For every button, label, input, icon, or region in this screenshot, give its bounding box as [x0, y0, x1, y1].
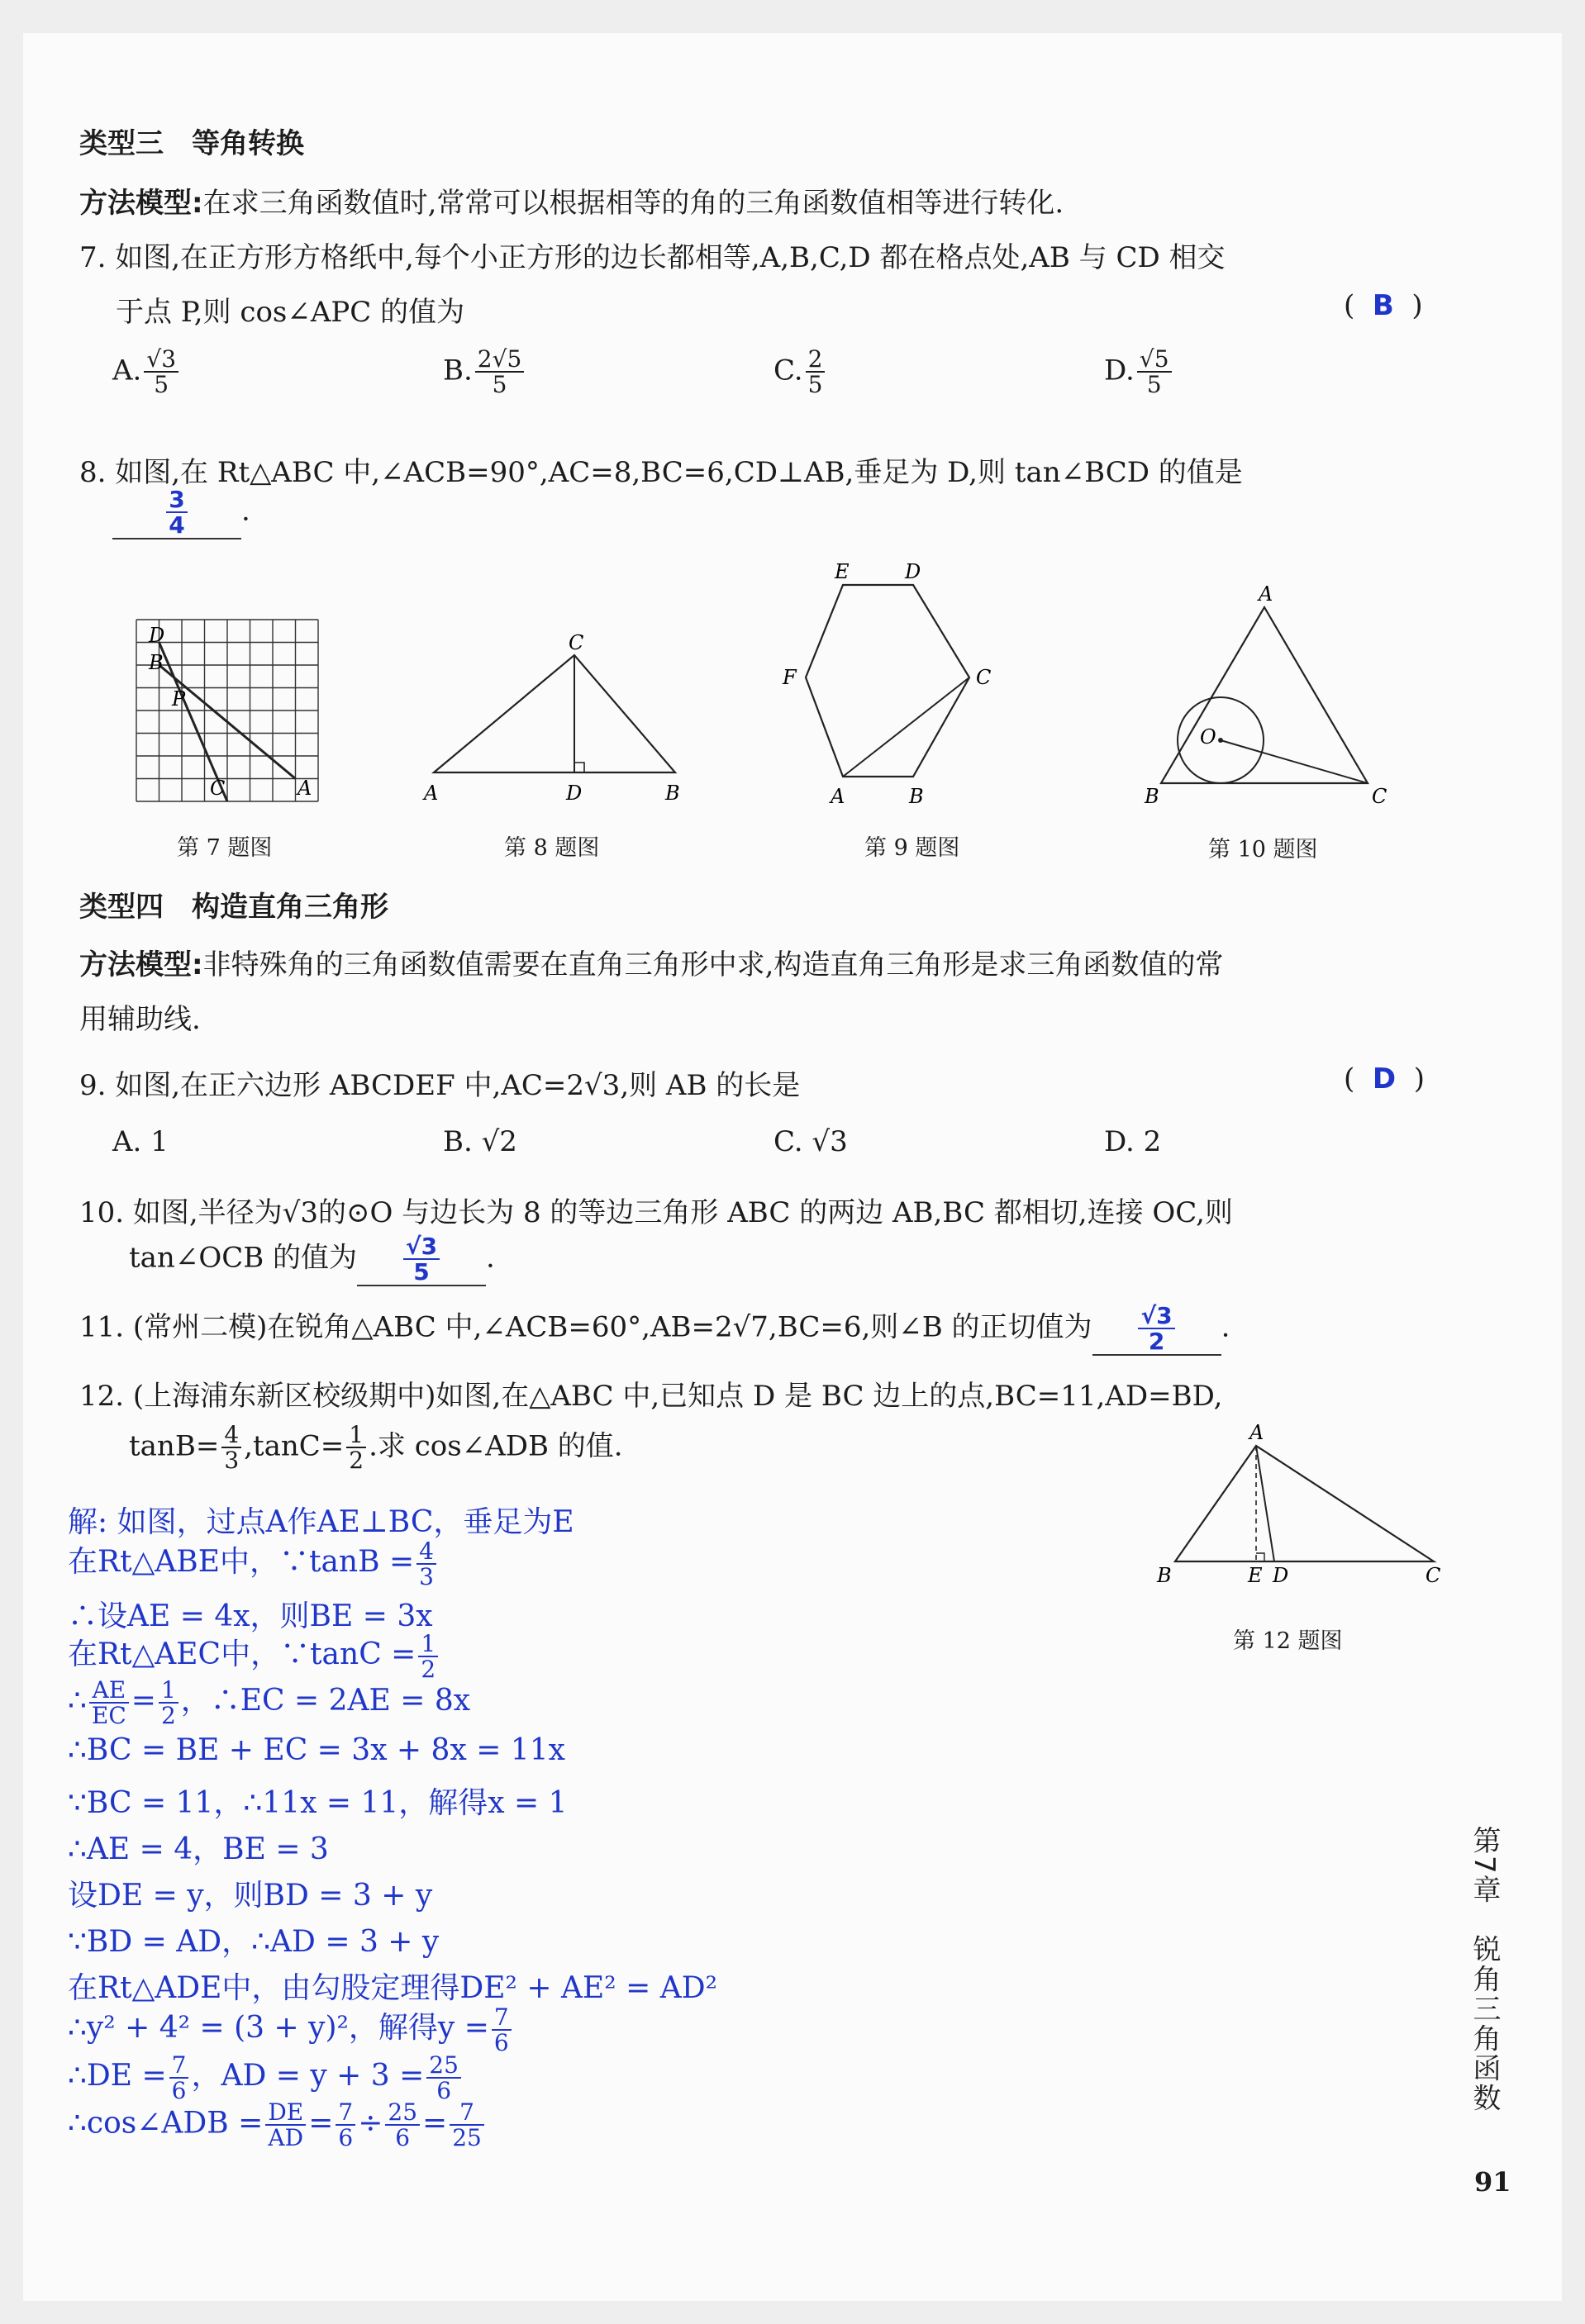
q9-option-d: D. 2 [1104, 1125, 1162, 1158]
fig8-label-c: C [569, 631, 584, 654]
q9-option-a: A. 1 [112, 1125, 169, 1158]
figure-10 [1132, 578, 1397, 810]
q9-option-b: B. √2 [443, 1125, 517, 1158]
solution-line-13: ∴DE = $\frac{7}{6}$ ，AD = y + 3 = $\frac{25}{6}$ [68, 2052, 464, 2103]
fig7-label-b: B [149, 651, 164, 674]
figure-12 [1149, 1421, 1454, 1586]
fig7-label-p: P [172, 687, 186, 711]
fig8-right-angle [574, 763, 584, 772]
solution-line-12: ∴y² + 4² = (3 + y)²，解得y = $\frac{7}{6}$ [68, 2004, 514, 2055]
method-label: 方法模型: [79, 948, 203, 981]
q7-option-b: B. $\frac{2√5}{5}$ [443, 347, 526, 397]
fig7-label-c: C [210, 777, 226, 800]
fig12-triangle [1175, 1446, 1434, 1561]
q7-option-c: C. $\frac{2}{5}$ [773, 347, 827, 397]
fig8-caption: 第 8 题图 [504, 835, 600, 861]
method-text: 在求三角函数值时,常常可以根据相等的角的三角函数值相等进行转化. [202, 187, 1064, 220]
fig8-label-b: B [665, 782, 680, 805]
q7-line1: 7. 如图,在正方形方格纸中,每个小正方形的边长都相等,A,B,C,D 都在格点处,AB 与 CD 相交 [79, 241, 1226, 274]
solution-line-1: 解: 如图，过点A作AE⊥BC，垂足为E [68, 1505, 574, 1539]
solution-line-4: 在Rt△AEC中，∵tanC = $\frac{1}{2}$ [68, 1631, 440, 1681]
figure-7 [124, 562, 339, 826]
q12-line1: 12. (上海浦东新区校级期中)如图,在△ABC 中,已知点 D 是 BC 边上的点,BC=11,AD=BD, [79, 1380, 1223, 1413]
solution-line-11: 在Rt△ADE中，由勾股定理得DE² + AE² = AD² [68, 1971, 718, 2005]
solution-line-7: ∵BC = 11，∴11x = 11，解得x = 1 [68, 1786, 568, 1820]
fig12-segment-ad [1256, 1446, 1274, 1561]
q9-answer-bracket: ( D ) [1344, 1062, 1426, 1095]
method-label: 方法模型: [79, 187, 203, 220]
fig12-label-a: A [1249, 1421, 1264, 1444]
fig9-label-a: A [831, 785, 845, 808]
fig12-caption: 第 12 题图 [1233, 1628, 1343, 1654]
solution-line-8: ∴AE = 4，BE = 3 [68, 1832, 329, 1866]
fig12-label-e: E [1248, 1564, 1263, 1586]
q8-line1: 8. 如图,在 Rt△ABC 中,∠ACB=90°,AC=8,BC=6,CD⊥AB,垂足为 D,则 tan∠BCD 的值是 [79, 456, 1243, 489]
fig10-caption: 第 10 题图 [1208, 837, 1318, 863]
fig9-label-d: D [905, 562, 921, 583]
fig9-hexagon [806, 585, 969, 777]
fig9-caption: 第 9 题图 [864, 835, 960, 861]
fig9-label-b: B [909, 785, 924, 808]
fig7-label-d: D [149, 624, 165, 647]
solution-line-2: 在Rt△ABE中，∵tanB = $\frac{4}{3}$ [68, 1538, 439, 1589]
solution-line-14: ∴cos∠ADB = $\frac{DE}{AD}$ = $\frac{7}{6}$ ÷ $\frac{25}{6}$ = $\frac{7}{25}$ [68, 2100, 487, 2151]
fig7-caption: 第 7 题图 [177, 835, 273, 861]
q12-line2: tanB= $\frac{4}{3}$ ,tanC= $\frac{1}{2}$ .求 cos∠ADB 的值. [129, 1421, 623, 1475]
q10-line2: tan∠OCB 的值为 $\frac{√3}{5}$ . [129, 1233, 495, 1286]
fig10-label-o: O [1200, 725, 1216, 749]
page-number: 91 [1474, 2166, 1511, 2198]
q7-line2: 于点 P,则 cos∠APC 的值为 [116, 296, 465, 329]
fig12-label-d: D [1273, 1564, 1289, 1586]
fig7-label-a: A [297, 777, 312, 800]
section4-method-line2: 用辅助线. [79, 1003, 201, 1036]
fig9-label-e: E [835, 562, 850, 583]
q9-answer: D [1372, 1062, 1397, 1095]
fig12-right-angle [1256, 1553, 1264, 1561]
fig9-diagonal-ac [843, 677, 969, 777]
fig8-triangle [434, 655, 675, 772]
fig8-label-d: D [566, 782, 583, 805]
q11-line1: 11. (常州二模)在锐角△ABC 中,∠ACB=60°,AB=2√7,BC=6,则∠B 的正切值为 $\frac{√3}{2}$ . [79, 1302, 1230, 1356]
figure-8 [417, 620, 698, 810]
fig10-label-c: C [1372, 785, 1387, 808]
section4-method [79, 942, 1223, 982]
figure-9 [773, 562, 1045, 810]
section3-heading: 类型三 等角转换 [79, 127, 304, 160]
q9-line1: 9. 如图,在正六边形 ABCDEF 中,AC=2√3,则 AB 的长是 [79, 1069, 801, 1102]
fig10-label-b: B [1145, 785, 1159, 808]
fig12-label-b: B [1157, 1564, 1172, 1586]
solution-line-6: ∴BC = BE + EC = 3x + 8x = 11x [68, 1733, 565, 1767]
solution-line-9: 设DE = y，则BD = 3 + y [68, 1879, 433, 1913]
fig9-label-c: C [976, 666, 992, 689]
q8-answer-line: $\frac{3}{4}$ . [112, 487, 250, 539]
q7-answer-bracket: ( B ) [1344, 289, 1423, 322]
fig9-label-f: F [783, 666, 797, 689]
section3-method [79, 180, 1064, 221]
fig8-label-a: A [424, 782, 439, 805]
solution-line-3: ∴设AE = 4x，则BE = 3x [68, 1599, 433, 1633]
method-text: 非特殊角的三角函数值需要在直角三角形中求,构造直角三角形是求三角函数值的常 [202, 948, 1224, 981]
q7-answer: B [1372, 289, 1394, 322]
q7-option-a: A. $\frac{√3}{5}$ [112, 347, 181, 397]
fig12-label-c: C [1426, 1564, 1441, 1586]
fig10-triangle [1161, 607, 1368, 783]
fig10-center-dot [1218, 738, 1223, 743]
q7-option-d: D. $\frac{√5}{5}$ [1104, 347, 1174, 397]
q9-option-c: C. √3 [773, 1125, 848, 1158]
chapter-side-title: 第7章 锐角三角函数 [1468, 1826, 1501, 2113]
q10-line1: 10. 如图,半径为√3的⊙O 与边长为 8 的等边三角形 ABC 的两边 AB,BC 都相切,连接 OC,则 [79, 1196, 1233, 1229]
solution-line-10: ∵BD = AD，∴AD = 3 + y [68, 1925, 440, 1959]
solution-line-5: ∴ $\frac{AE}{EC}$ = $\frac{1}{2}$ ，∴EC = 2AE = 8x [68, 1675, 471, 1729]
section4-heading: 类型四 构造直角三角形 [79, 891, 388, 924]
fig10-label-a: A [1259, 582, 1273, 606]
